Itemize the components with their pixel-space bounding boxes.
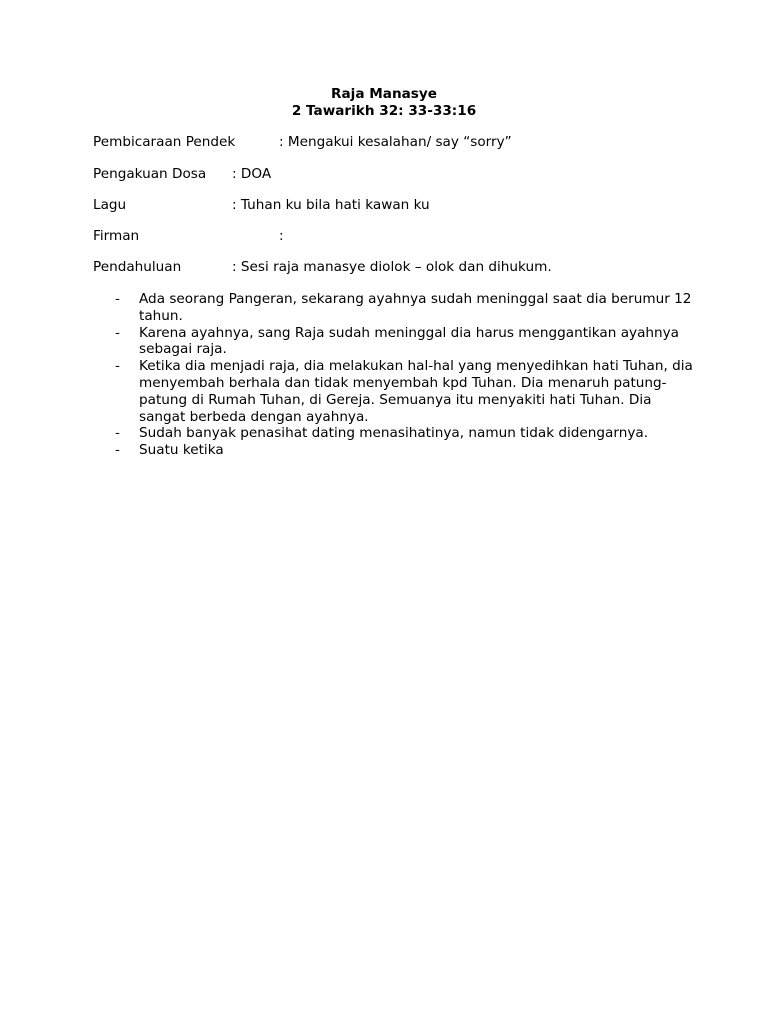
list-item-text: Ketika dia menjadi raja, dia melakukan hal-hal yang menyedihkan hati Tuhan, dia menyembah berhala dan tidak menyembah kpd Tuhan. Dia menaruh patung-patung di Rumah Tuhan, di Gereja. Semuanya itu menyakiti hati Tuhan. Dia sangat berbeda dengan ayahnya. xyxy=(139,358,693,425)
field-label: Pengakuan Dosa xyxy=(93,166,207,182)
list-item-text: Karena ayahnya, sang Raja sudah meninggal dia harus menggantikan ayahnya sebagai raja. xyxy=(139,324,680,358)
list-item xyxy=(115,425,695,442)
list-item-text: Ada seorang Pangeran, sekarang ayahnya sudah meninggal saat dia berumur 12 tahun. xyxy=(139,291,692,324)
bullet-marker: - xyxy=(115,425,120,442)
field-label: Lagu xyxy=(93,197,127,213)
field-value: : Tuhan ku bila hati kawan ku xyxy=(232,197,430,213)
field-label: Firman xyxy=(93,228,140,244)
field-value: : Mengakui kesalahan/ say “sorry” xyxy=(279,134,512,150)
field-value: : Sesi raja manasye diolok – olok dan dihukum. xyxy=(232,259,552,275)
bullet-marker: - xyxy=(115,291,120,307)
document-subtitle: 2 Tawarikh 32: 33-33:16 xyxy=(291,103,477,119)
list-item xyxy=(115,325,695,359)
list-item xyxy=(115,358,695,425)
field-label: Pembicaraan Pendek xyxy=(93,134,236,150)
field-value: : DOA xyxy=(232,166,272,182)
list-item-text: Suatu ketika xyxy=(139,442,224,459)
list-item xyxy=(115,291,695,325)
bullet-marker: - xyxy=(115,442,120,459)
field-label: Pendahuluan xyxy=(93,259,182,275)
field-value: : xyxy=(279,228,284,244)
document-title: Raja Manasye xyxy=(331,86,437,102)
list-item xyxy=(115,442,695,459)
bullet-marker: - xyxy=(115,358,120,375)
bullet-list xyxy=(115,291,695,459)
bullet-marker: - xyxy=(115,324,120,341)
list-item-text: Sudah banyak penasihat dating menasihatinya, namun tidak didengarnya. xyxy=(139,425,649,442)
